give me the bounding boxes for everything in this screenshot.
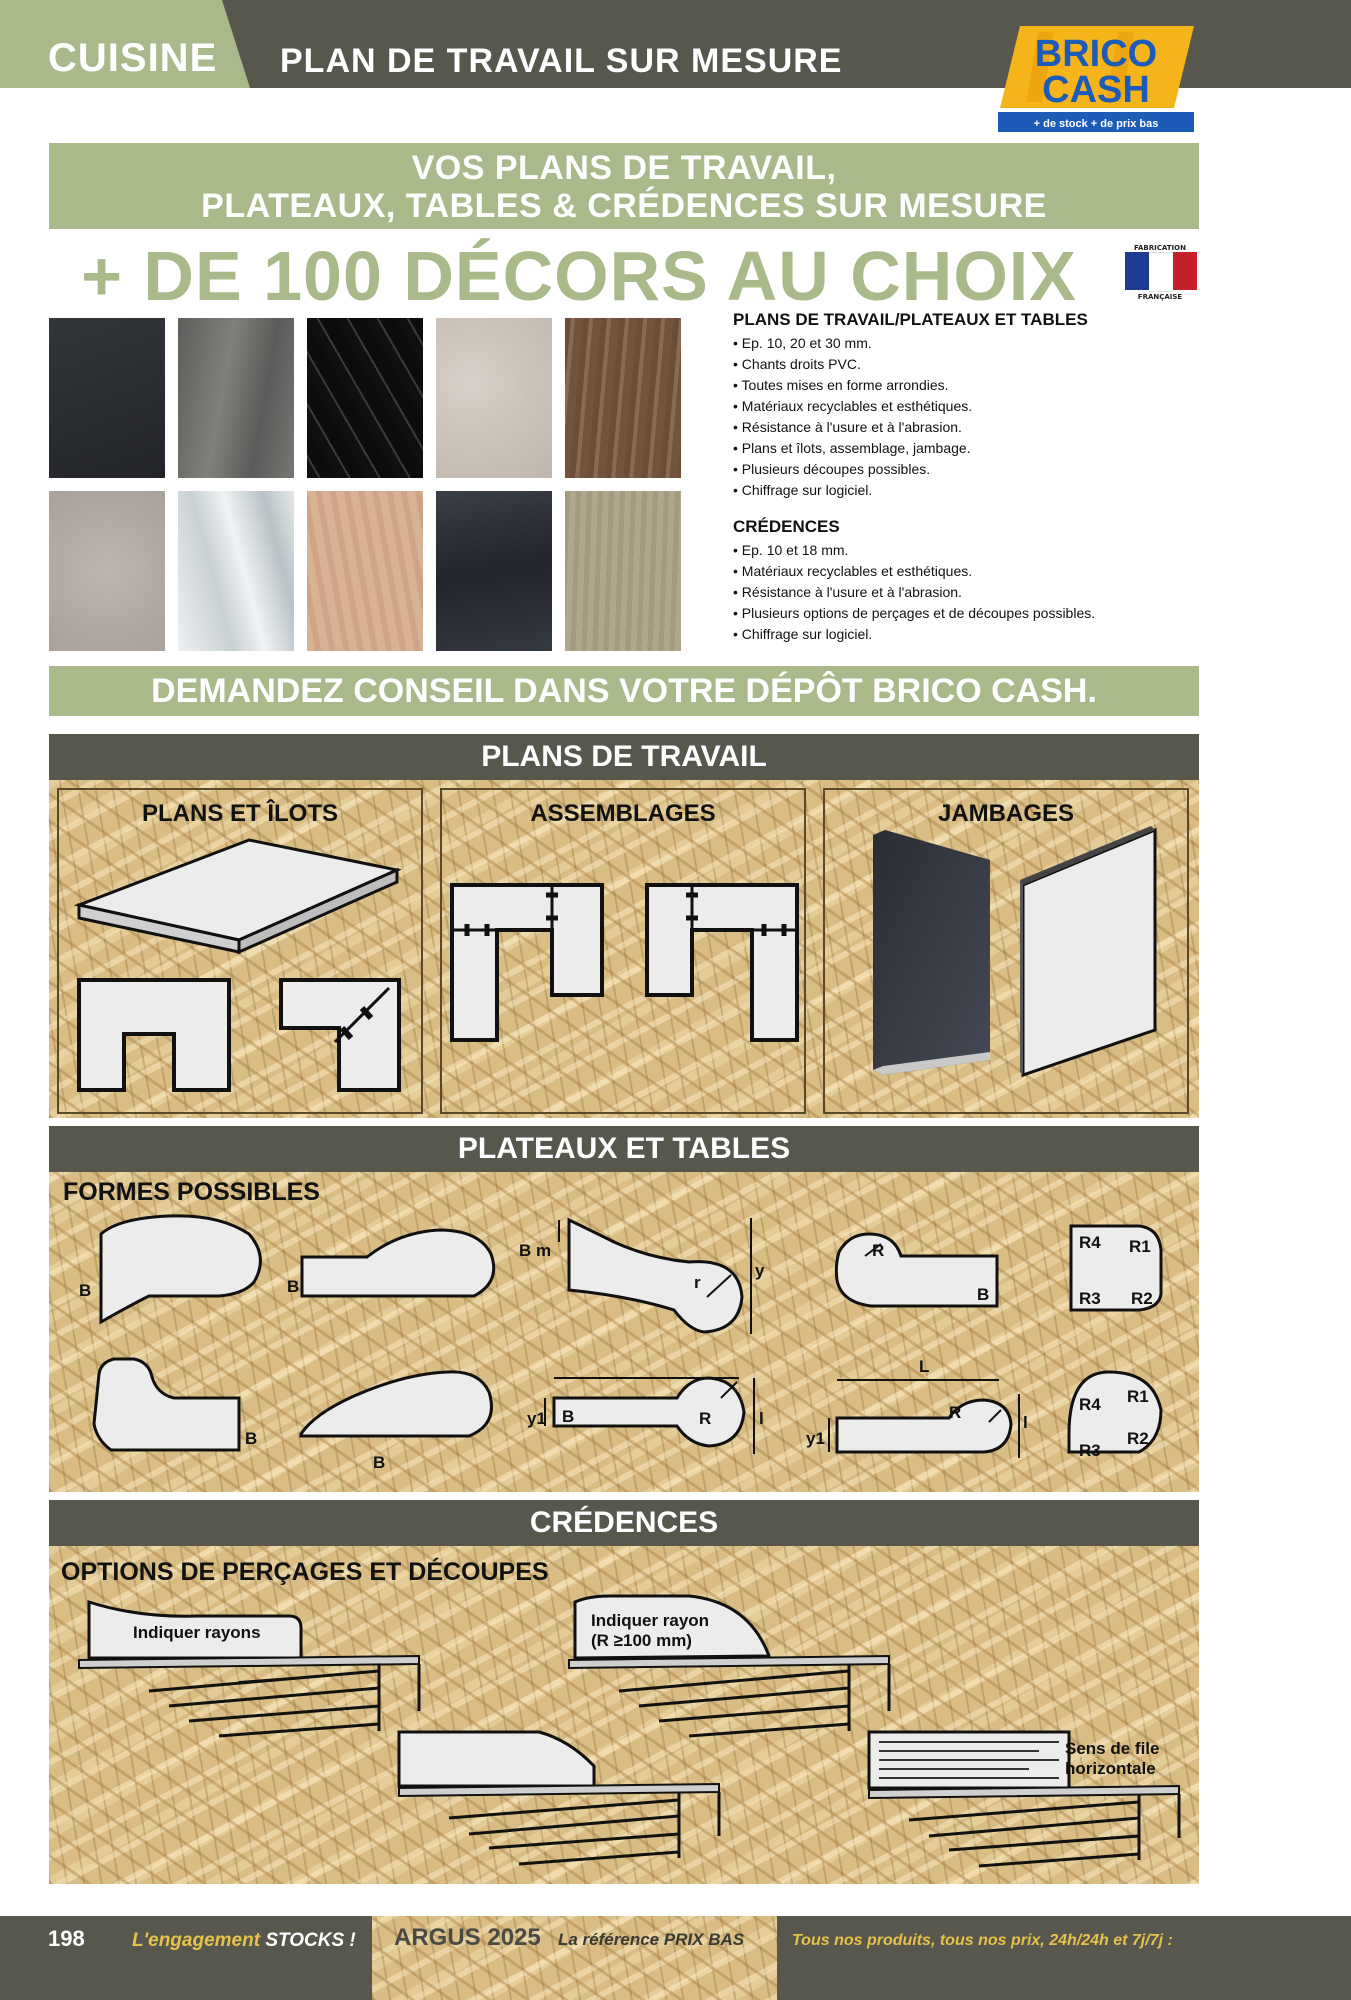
decor-swatch bbox=[436, 318, 552, 478]
svg-text:B: B bbox=[245, 1429, 258, 1448]
footer-tagline: Tous nos produits, tous nos prix, 24h/24h et 7j/7j : bbox=[792, 1932, 1173, 1949]
intro-banner bbox=[49, 143, 1199, 229]
flag-caption-top: FABRICATION bbox=[1134, 244, 1186, 252]
plans-area bbox=[49, 780, 1199, 1118]
svg-text:y: y bbox=[755, 1261, 765, 1280]
svg-text:B: B bbox=[373, 1453, 386, 1472]
french-flag-icon bbox=[1122, 244, 1198, 304]
list-item: • Ep. 10, 20 et 30 mm. bbox=[733, 333, 1193, 354]
list-item: • Résistance à l'usure et à l'abrasion. bbox=[733, 582, 1193, 603]
list-item: • Plusieurs découpes possibles. bbox=[733, 459, 1193, 480]
specs-credences-list bbox=[733, 540, 1193, 645]
svg-text:R1: R1 bbox=[1127, 1387, 1149, 1406]
formes-subtitle: FORMES POSSIBLES bbox=[63, 1178, 320, 1206]
svg-text:R: R bbox=[699, 1409, 712, 1428]
panel-assemblages bbox=[440, 788, 806, 1114]
decor-swatch bbox=[49, 491, 165, 651]
specs-plans-title: PLANS DE TRAVAIL/PLATEAUX ET TABLES bbox=[733, 310, 1088, 329]
specs-block bbox=[733, 310, 1193, 645]
svg-text:y1: y1 bbox=[806, 1429, 825, 1448]
specs-credences-title: CRÉDENCES bbox=[733, 517, 840, 536]
section-header-plateaux: PLATEAUX ET TABLES bbox=[49, 1126, 1199, 1172]
advice-banner: DEMANDEZ CONSEIL DANS VOTRE DÉPÔT BRICO CASH. bbox=[49, 666, 1199, 716]
footer-commitment-highlight: STOCKS ! bbox=[265, 1930, 356, 1951]
assemblages-diagram bbox=[442, 790, 804, 1112]
panel-plans-ilots bbox=[57, 788, 423, 1114]
list-item: • Matériaux recyclables et esthétiques. bbox=[733, 396, 1193, 417]
list-item: • Résistance à l'usure et à l'abrasion. bbox=[733, 417, 1193, 438]
list-item: • Matériaux recyclables et esthétiques. bbox=[733, 561, 1193, 582]
footer-reference bbox=[558, 1930, 744, 1950]
svg-text:Sens de file: Sens de file bbox=[1065, 1739, 1160, 1758]
svg-text:r: r bbox=[694, 1273, 701, 1292]
section-header-plans: PLANS DE TRAVAIL bbox=[49, 734, 1199, 780]
svg-text:horizontale: horizontale bbox=[1065, 1759, 1156, 1778]
formes-diagram bbox=[49, 1172, 1199, 1492]
intro-banner-line2: PLATEAUX, TABLES & CRÉDENCES SUR MESURE bbox=[201, 187, 1047, 225]
plans-ilots-diagram bbox=[59, 790, 421, 1112]
logo-tagline: + de stock + de prix bas bbox=[1033, 118, 1159, 130]
list-item: • Plusieurs options de perçages et de découpes possibles. bbox=[733, 603, 1193, 624]
svg-text:R1: R1 bbox=[1129, 1237, 1151, 1256]
panel-jambages bbox=[823, 788, 1189, 1114]
list-item: • Chants droits PVC. bbox=[733, 354, 1193, 375]
svg-text:R3: R3 bbox=[1079, 1441, 1101, 1460]
headline: + DE 100 DÉCORS AU CHOIX bbox=[81, 237, 1077, 315]
svg-text:(R ≥100 mm): (R ≥100 mm) bbox=[591, 1631, 692, 1650]
list-item: • Ep. 10 et 18 mm. bbox=[733, 540, 1193, 561]
svg-text:B: B bbox=[977, 1285, 990, 1304]
decor-swatch bbox=[565, 318, 681, 478]
decor-swatch bbox=[565, 491, 681, 651]
specs-plans-list bbox=[733, 333, 1193, 501]
svg-text:R2: R2 bbox=[1127, 1429, 1149, 1448]
svg-text:R: R bbox=[872, 1241, 885, 1260]
footer-commitment bbox=[132, 1930, 356, 1952]
panel-title: JAMBAGES bbox=[937, 800, 1075, 827]
svg-text:R3: R3 bbox=[1079, 1289, 1101, 1308]
footer-commitment-prefix: L'engagement bbox=[132, 1930, 266, 1951]
credences-diagram bbox=[49, 1546, 1199, 1884]
flag-caption-bottom: FRANÇAISE bbox=[1137, 293, 1183, 301]
category-label: CUISINE bbox=[48, 36, 218, 80]
svg-text:l: l bbox=[1023, 1413, 1028, 1432]
list-item: • Chiffrage sur logiciel. bbox=[733, 480, 1193, 501]
svg-text:Indiquer rayons: Indiquer rayons bbox=[133, 1623, 261, 1642]
decor-swatch bbox=[307, 318, 423, 478]
footer-reference-highlight: PRIX BAS bbox=[663, 1930, 745, 1949]
decor-swatch bbox=[178, 491, 294, 651]
svg-text:R4: R4 bbox=[1079, 1233, 1101, 1252]
svg-text:B: B bbox=[79, 1281, 92, 1300]
logo-line2: CASH bbox=[1042, 69, 1150, 111]
jambages-diagram bbox=[825, 790, 1187, 1112]
svg-text:l: l bbox=[759, 1409, 764, 1428]
footer-reference-prefix: La référence bbox=[558, 1930, 664, 1949]
decor-swatch bbox=[436, 491, 552, 651]
panel-title: ASSEMBLAGES bbox=[530, 800, 716, 827]
credences-subtitle: OPTIONS DE PERÇAGES ET DÉCOUPES bbox=[61, 1558, 549, 1586]
svg-text:Indiquer rayon: Indiquer rayon bbox=[591, 1611, 710, 1630]
list-item: • Chiffrage sur logiciel. bbox=[733, 624, 1193, 645]
svg-text:y1: y1 bbox=[527, 1409, 546, 1428]
intro-banner-line1: VOS PLANS DE TRAVAIL, bbox=[411, 149, 837, 187]
list-item: • Plans et îlots, assemblage, jambage. bbox=[733, 438, 1193, 459]
credences-area bbox=[49, 1546, 1199, 1884]
page-title: PLAN DE TRAVAIL SUR MESURE bbox=[280, 42, 843, 80]
svg-text:R4: R4 bbox=[1079, 1395, 1101, 1414]
decor-swatch bbox=[307, 491, 423, 651]
panel-title: PLANS ET ÎLOTS bbox=[141, 800, 338, 827]
logo-line1: BRICO bbox=[1034, 33, 1158, 75]
decor-swatch bbox=[178, 318, 294, 478]
svg-text:B m: B m bbox=[519, 1241, 552, 1260]
section-header-credences: CRÉDENCES bbox=[49, 1500, 1199, 1546]
decor-swatch bbox=[49, 318, 165, 478]
plateaux-area bbox=[49, 1172, 1199, 1492]
svg-text:B: B bbox=[287, 1277, 300, 1296]
page-number: 198 bbox=[48, 1926, 85, 1951]
svg-text:R: R bbox=[949, 1403, 962, 1422]
brico-cash-logo bbox=[998, 22, 1194, 134]
svg-text:B: B bbox=[562, 1407, 575, 1426]
list-item: • Toutes mises en forme arrondies. bbox=[733, 375, 1193, 396]
footer-argus: ARGUS 2025 bbox=[394, 1924, 541, 1951]
svg-text:L: L bbox=[919, 1357, 930, 1376]
svg-text:R2: R2 bbox=[1131, 1289, 1153, 1308]
